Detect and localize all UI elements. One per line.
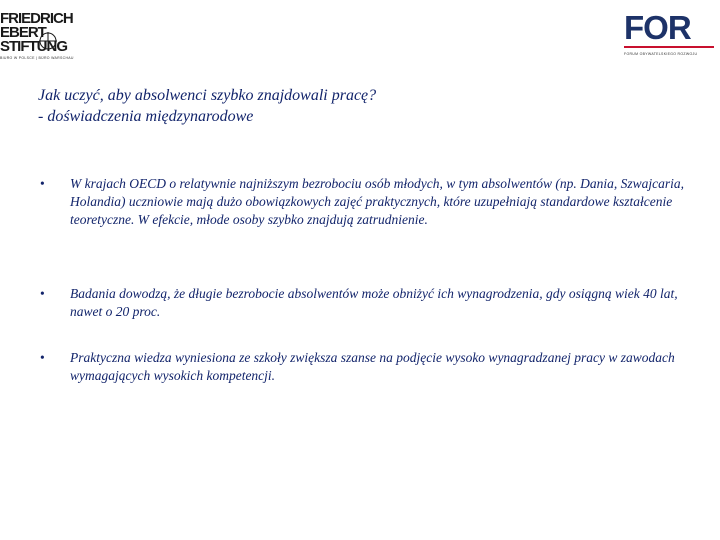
bullet-marker: • xyxy=(40,176,45,191)
bullet-marker: • xyxy=(40,286,45,301)
fes-logo-line-2: EBERT xyxy=(0,24,46,41)
for-wordmark: FOR xyxy=(624,9,691,46)
bullet-item-oecd xyxy=(0,175,720,285)
fes-circle-cross-icon xyxy=(38,31,58,51)
forum-obywatelskiego-rozwoju-logo xyxy=(620,9,716,58)
for-logo-rule xyxy=(624,46,714,48)
fes-logo-tagline: BIURO W POLSCE | BÜRO WARSCHAU xyxy=(0,56,74,60)
bullet-item-practical-knowledge xyxy=(0,349,720,389)
bullet-text: W krajach OECD o relatywnie najniższym bezrobociu osób młodych, w tym absolwentów (np. Dania, Szwajcaria, Holandia) uczniowie mają dużo obowiązkowych zajęć praktycznych, które uzupełniają standardowe kształcenie teoretyczne. W efekcie, młode osoby szybko znajdują zatrudnienie. xyxy=(70,176,684,227)
slide-title-line-1: Jak uczyć, aby absolwenci szybko znajdowali pracę? xyxy=(38,87,377,104)
slide-title xyxy=(38,85,376,127)
bullet-marker: • xyxy=(40,350,45,365)
slide-title-line-2: - doświadczenia międzynarodowe xyxy=(38,108,254,125)
bullet-text: Badania dowodzą, że długie bezrobocie absolwentów może obniżyć ich wynagrodzenia, gdy osiągną wiek 40 lat, nawet o 20 proc. xyxy=(70,286,678,319)
fes-logo-line-1: FRIEDRICH xyxy=(0,10,73,27)
bullet-text: Praktyczna wiedza wyniesiona ze szkoły zwiększa szanse na podjęcie wysoko wynagradzanej pracy w zawodach wymagających wysokich kompetencji. xyxy=(70,350,675,383)
bullet-list xyxy=(0,175,720,389)
bullet-item-research xyxy=(0,285,720,349)
for-logo-tagline: FORUM OBYWATELSKIEGO ROZWOJU xyxy=(624,52,698,56)
friedrich-ebert-stiftung-logo xyxy=(0,12,80,74)
fes-logo-line-3: STIFTUNG xyxy=(0,38,67,55)
